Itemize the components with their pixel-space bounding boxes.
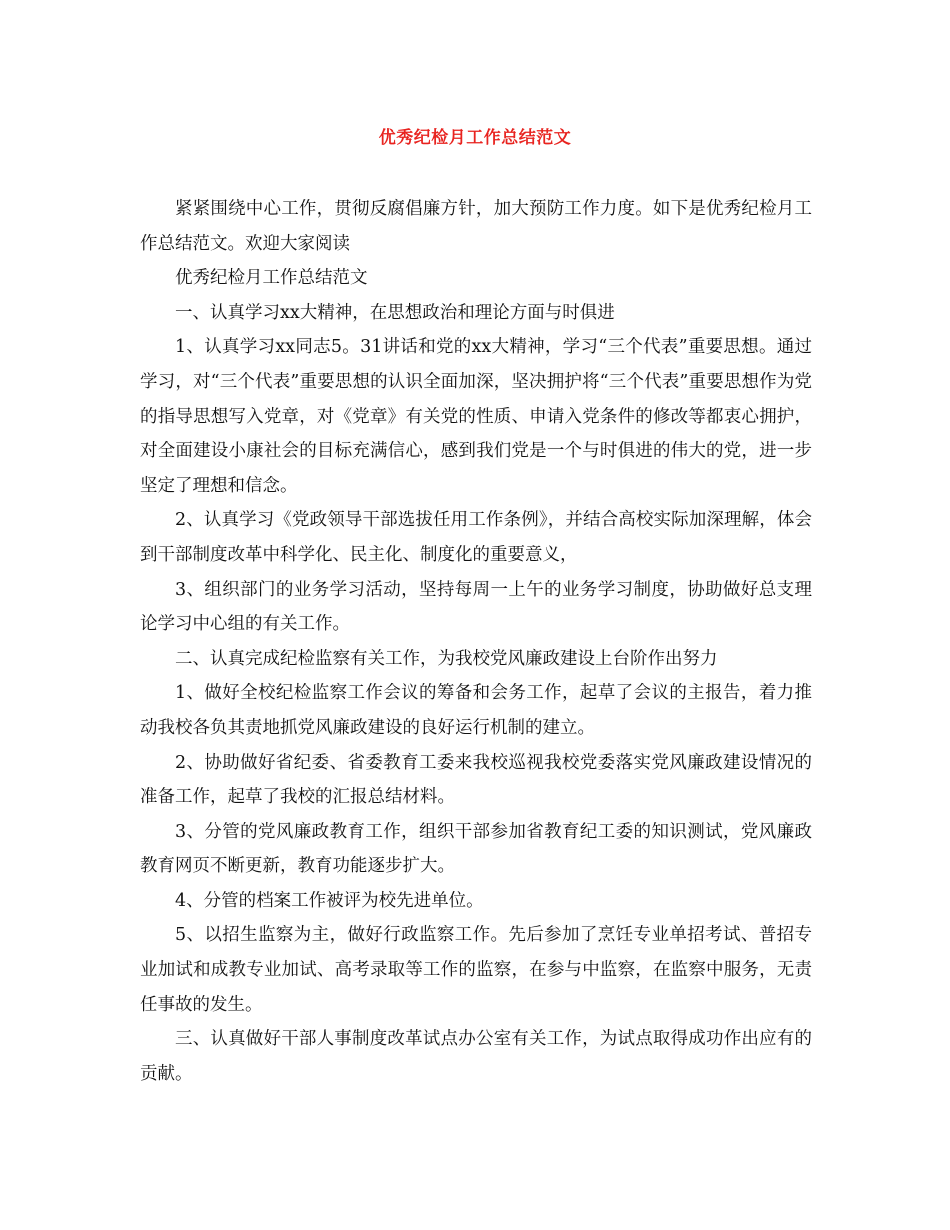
paragraph: 4、分管的档案工作被评为校先进单位。 bbox=[175, 890, 484, 911]
document-title: 优秀纪检月工作总结范文 bbox=[378, 128, 572, 148]
paragraph-subtitle: 优秀纪检月工作总结范文 bbox=[175, 268, 368, 289]
section-heading-3: 三、认真做好干部人事制度改革试点办公室有关工作，为试点取得成功作出应有的贡献。 bbox=[140, 1029, 812, 1084]
paragraph: 2、认真学习《党政领导干部选拔任用工作条例》，并结合高校实际加深理解，体会到干部制度改革中科学化、民主化、制度化的重要意义， bbox=[140, 510, 812, 565]
paragraph: 3、分管的党风廉政教育工作，组织干部参加省教育纪工委的知识测试，党风廉政教育网页不断更新，教育功能逐步扩大。 bbox=[140, 821, 812, 877]
document-body bbox=[140, 192, 812, 1091]
paragraph: 2、协助做好省纪委、省委教育工委来我校巡视我校党委落实党风廉政建设情况的准备工作，起草了我校的汇报总结材料。 bbox=[140, 752, 812, 808]
section-heading-1: 一、认真学习xx大精神，在思想政治和理论方面与时俱进 bbox=[175, 302, 615, 323]
paragraph: 5、以招生监察为主，做好行政监察工作。先后参加了烹饪专业单招考试、普招专业加试和成教专业加试、高考录取等工作的监察，在参与中监察，在监察中服务，无责任事故的发生。 bbox=[140, 925, 812, 1015]
paragraph: 1、做好全校纪检监察工作会议的筹备和会务工作，起草了会议的主报告，着力推动我校各负其责地抓党风廉政建设的良好运行机制的建立。 bbox=[140, 683, 812, 738]
paragraph: 3、组织部门的业务学习活动，坚持每周一上午的业务学习制度，协助做好总支理论学习中心组的有关工作。 bbox=[140, 579, 812, 635]
paragraph-intro: 紧紧围绕中心工作，贯彻反腐倡廉方针，加大预防工作力度。如下是优秀纪检月工作总结范文。欢迎大家阅读 bbox=[140, 199, 812, 254]
section-heading-2: 二、认真完成纪检监察有关工作，为我校党风廉政建设上台阶作出努力 bbox=[175, 648, 718, 669]
paragraph: 1、认真学习xx同志5。31讲话和党的xx大精神，学习“三个代表”重要思想。通过学习，对“三个代表”重要思想的认识全面加深，坚决拥护将“三个代表”重要思想作为党的指导思想写入党章，对《党章》有关党的性质、申请入党条件的修改等都衷心拥护，对全面建设小康社会的目标充满信心，感到我们党是一个与时俱进的伟大的党，进一步坚定了理想和信念。 bbox=[140, 337, 812, 496]
